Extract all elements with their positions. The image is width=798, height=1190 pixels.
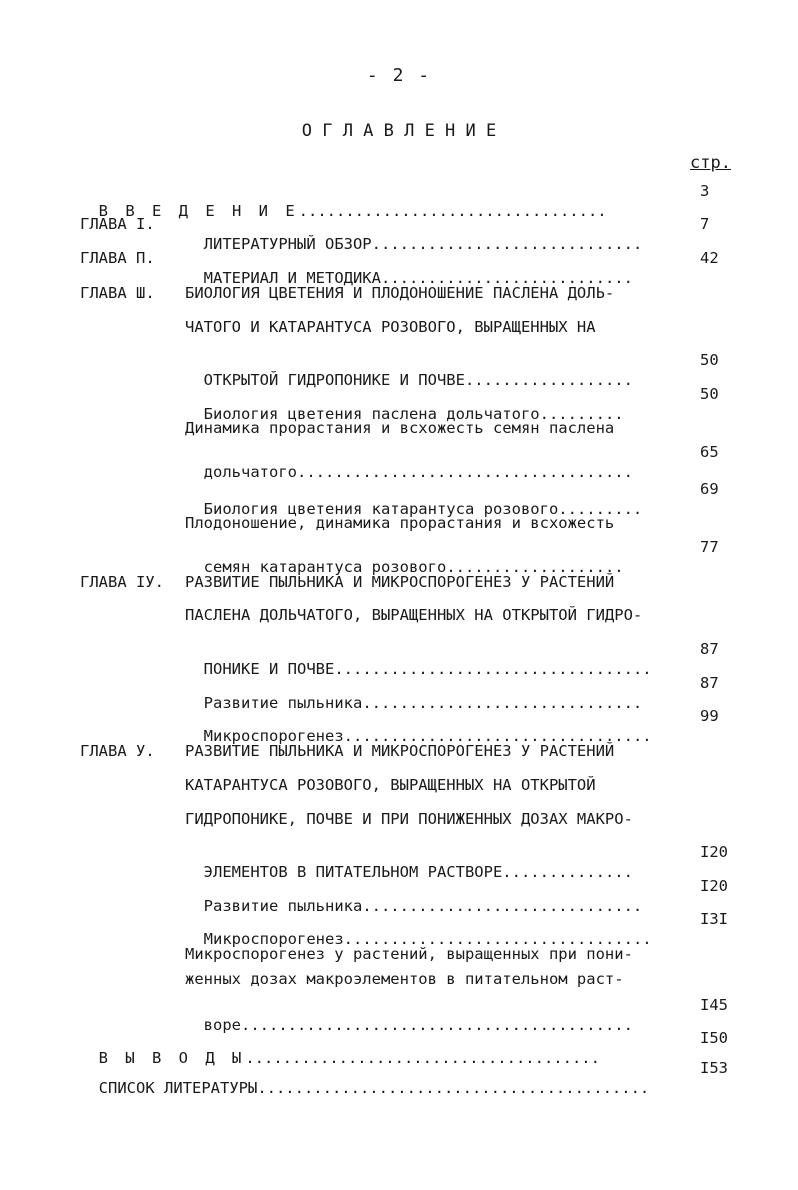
toc-entry-page: 50 [700, 385, 719, 403]
toc-title: О Г Л А В Л Е Н И Е [301, 121, 497, 141]
toc-entry-title: Микроспорогенез у растений, выращенных при пони- [185, 945, 633, 963]
toc-entry-title: МАТЕРИАЛ И МЕТОДИКА [203, 269, 381, 287]
toc-entry-title: Развитие пыльника [203, 897, 363, 915]
toc-entry-page: 77 [700, 538, 719, 556]
toc-entry [185, 248, 633, 288]
toc-entry-page: I45 [700, 996, 728, 1014]
toc-entry-title: КАТАРАНТУСА РОЗОВОГО, ВЫРАЩЕННЫХ НА ОТКРЫТОЙ [185, 776, 596, 794]
toc-entry-title: ГИДРОПОНИКЕ, ПОЧВЕ И ПРИ ПОНИЖЕННЫХ ДОЗАХ МАКРО- [185, 810, 633, 828]
toc-entry-page: I3I [700, 910, 728, 928]
dot-leader: ......... [539, 405, 624, 423]
toc-entry-page: 87 [700, 674, 719, 692]
dot-leader: .......................................... [241, 1016, 633, 1034]
toc-entry-title: СПИСОК ЛИТЕРАТУРЫ [98, 1079, 258, 1097]
toc-entry-title: БИОЛОГИЯ ЦВЕТЕНИЯ И ПЛОДОНОШЕНИЕ ПАСЛЕНА ДОЛЬ- [185, 284, 615, 302]
toc-entry-title: Биология цветения паслена дольчатого [203, 405, 540, 423]
toc-entry-page: I53 [700, 1059, 728, 1077]
dot-leader: ................................. [343, 727, 652, 745]
dot-leader: ................................. [343, 930, 652, 948]
page-number: - 2 - [366, 65, 432, 86]
dot-leader: .............. [502, 863, 633, 881]
toc-entry-title: Плодоношение, динамика прорастания и всхожесть [185, 514, 615, 532]
dot-leader: ......... [558, 500, 643, 518]
dot-leader: .................................. [334, 660, 652, 678]
dot-leader: ...................................... [245, 1049, 600, 1067]
toc-entry-title: Развитие пыльника [203, 694, 363, 712]
toc-entry-page: 99 [700, 707, 719, 725]
toc-entry-title: Динамика прорастания и всхожесть семян паслена [185, 419, 615, 437]
toc-entry-title: РАЗВИТИЕ ПЫЛЬНИКА И МИКРОСПОРОГЕНЕЗ У РАСТЕНИЙ [185, 573, 615, 591]
dot-leader: .......................................... [257, 1079, 650, 1097]
toc-entry-title: ЛИТЕРАТУРНЫЙ ОБЗОР [203, 235, 372, 253]
toc-entry-page: 69 [700, 480, 719, 498]
chapter-label: ГЛАВА I. [80, 215, 155, 233]
toc-entry-page: I20 [700, 843, 728, 861]
toc-entry-title: дольчатого [203, 463, 297, 481]
toc-entry [185, 909, 652, 949]
page-column-label: стр. [690, 153, 731, 173]
dot-leader: .............................. [362, 897, 643, 915]
toc-entry-title: ПАСЛЕНА ДОЛЬЧАТОГО, ВЫРАЩЕННЫХ НА ОТКРЫТОЙ ГИДРО- [185, 606, 643, 624]
toc-entry-title: Биология цветения катарантуса розового [203, 500, 559, 518]
toc-entry-title: семян катарантуса розового [203, 558, 447, 576]
toc-entry-page: 3 [700, 182, 710, 200]
chapter-label: ГЛАВА IУ. [80, 573, 164, 591]
toc-entry-page: 87 [700, 640, 719, 658]
toc-entry-title: РАЗВИТИЕ ПЫЛЬНИКА И МИКРОСПОРОГЕНЕЗ У РАСТЕНИЙ [185, 742, 615, 760]
toc-entry-title: воре [203, 1016, 241, 1034]
dot-leader: .................. [464, 371, 633, 389]
toc-entry-title: Микроспорогенез [203, 930, 344, 948]
dot-leader: .................................... [297, 463, 633, 481]
toc-entry-page: 50 [700, 351, 719, 369]
toc-entry-title: В В Е Д Е Н И Е [98, 202, 299, 220]
toc-entry-title: ОТКРЫТОЙ ГИДРОПОНИКЕ И ПОЧВЕ [203, 371, 465, 389]
dot-leader: ............................. [371, 235, 643, 253]
toc-entry-title: В Ы В О Д Ы [98, 1049, 246, 1067]
dot-leader: ................... [446, 558, 624, 576]
dot-leader: ................................. [298, 202, 607, 220]
dot-leader: .............................. [362, 694, 643, 712]
toc-entry-page: 65 [700, 443, 719, 461]
toc-entry-page: 42 [700, 249, 719, 267]
chapter-label: ГЛАВА Ш. [80, 284, 155, 302]
toc-entry-page: I50 [700, 1029, 728, 1047]
toc-entry-page: 7 [700, 215, 710, 233]
toc-entry-title: ЭЛЕМЕНТОВ В ПИТАТЕЛЬНОМ РАСТВОРЕ [203, 863, 503, 881]
dot-leader: ........................... [380, 269, 633, 287]
toc-entry-title: Микроспорогенез [203, 727, 344, 745]
toc-entry-title: женных дозах макроэлементов в питательном раст- [185, 970, 624, 988]
toc-entry-page: I20 [700, 877, 728, 895]
toc-entry [185, 537, 624, 577]
toc-entry [185, 706, 652, 746]
chapter-label: ГЛАВА У. [80, 742, 155, 760]
toc-entry-title: ПОНИКЕ И ПОЧВЕ [203, 660, 335, 678]
toc-entry-title: ЧАТОГО И КАТАРАНТУСА РОЗОВОГО, ВЫРАЩЕННЫХ НА [185, 318, 596, 336]
chapter-label: ГЛАВА П. [80, 249, 155, 267]
toc-entry [80, 1058, 649, 1098]
toc-entry [185, 442, 633, 482]
